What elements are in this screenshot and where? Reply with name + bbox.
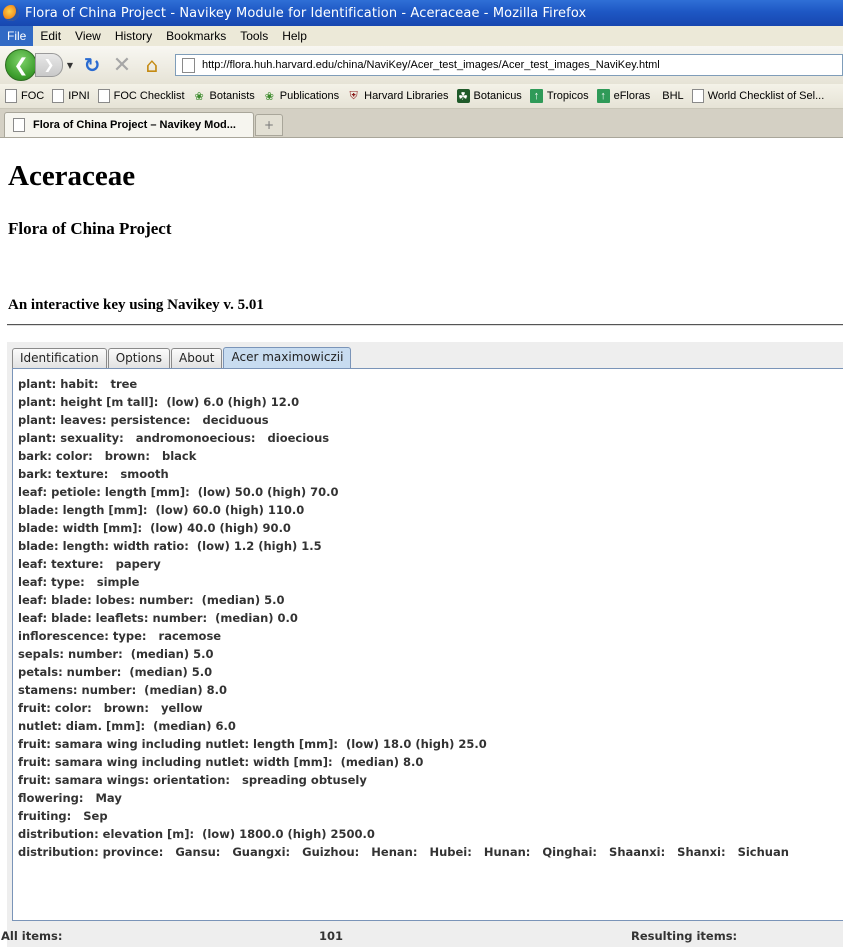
firefox-icon xyxy=(3,5,19,21)
navigation-toolbar xyxy=(0,46,843,84)
bookmark-tropicos[interactable]: ↑ Tropicos xyxy=(530,89,589,103)
bookmark-bhl[interactable]: BHL xyxy=(662,90,684,102)
applet-tabs xyxy=(12,347,352,368)
attribute-row: stamens: number: (median) 8.0 xyxy=(18,683,227,697)
attribute-row: flowering: May xyxy=(18,791,122,805)
divider xyxy=(7,324,843,326)
shield-icon: ⛨ xyxy=(349,89,358,102)
page-icon xyxy=(5,89,17,103)
bookmark-foc-checklist[interactable]: FOC Checklist xyxy=(98,89,185,103)
bookmark-harvard-libraries[interactable]: ⛨ Harvard Libraries xyxy=(347,89,448,103)
back-arrow-icon: ❮ xyxy=(13,54,29,76)
menu-help[interactable]: Help xyxy=(282,29,307,43)
attribute-row: blade: length [mm]: (low) 60.0 (high) 110.0 xyxy=(18,503,305,517)
bookmark-botanicus[interactable]: ☘ Botanicus xyxy=(458,90,522,103)
forward-arrow-icon: ❯ xyxy=(43,57,55,73)
efloras-icon: ↑ xyxy=(597,89,610,103)
menu-bookmarks[interactable]: Bookmarks xyxy=(166,29,227,43)
page-title: Aceraceae xyxy=(8,160,136,192)
tab-options[interactable]: Options xyxy=(108,348,170,368)
attribute-row: leaf: type: simple xyxy=(18,575,140,589)
key-description: An interactive key using Navikey v. 5.01 xyxy=(8,297,264,313)
bookmark-publications[interactable]: ❀ Publications xyxy=(264,90,340,103)
forward-button[interactable] xyxy=(35,53,63,77)
attribute-row: leaf: texture: papery xyxy=(18,557,161,571)
attribute-row: bark: color: brown: black xyxy=(18,449,197,463)
tab-identification[interactable]: Identification xyxy=(12,348,107,368)
bookmark-efloras[interactable]: ↑ eFloras xyxy=(597,89,651,103)
menu-file[interactable]: File xyxy=(0,26,33,46)
page-icon xyxy=(52,89,64,103)
attribute-row: petals: number: (median) 5.0 xyxy=(18,665,213,679)
home-icon[interactable]: ⌂ xyxy=(145,53,159,77)
window-titlebar xyxy=(0,0,843,26)
attribute-row: blade: width [mm]: (low) 40.0 (high) 90.0 xyxy=(18,521,291,535)
attribute-row: distribution: elevation [m]: (low) 1800.0 (high) 2500.0 xyxy=(18,827,375,841)
back-button[interactable] xyxy=(5,49,37,81)
attribute-row: plant: leaves: persistence: deciduous xyxy=(18,413,269,427)
attribute-row: plant: habit: tree xyxy=(18,377,138,391)
tab-about[interactable]: About xyxy=(171,348,222,368)
species-description-panel[interactable] xyxy=(12,368,843,921)
browser-tab-label: Flora of China Project – Navikey Mod... xyxy=(33,119,236,131)
page-icon xyxy=(182,58,195,73)
bookmark-world-checklist[interactable]: World Checklist of Sel... xyxy=(692,89,825,103)
attribute-row: leaf: blade: leaflets: number: (median) 0.0 xyxy=(18,611,298,625)
window-title: Flora of China Project - Navikey Module for Identification - Aceraceae - Mozilla Firefox xyxy=(25,5,587,21)
attribute-row: leaf: blade: lobes: number: (median) 5.0 xyxy=(18,593,285,607)
stop-icon[interactable]: ✕ xyxy=(112,52,132,78)
attribute-row: blade: length: width ratio: (low) 1.2 (high) 1.5 xyxy=(18,539,322,553)
bookmark-botanists[interactable]: ❀ Botanists xyxy=(194,90,255,103)
page-icon xyxy=(98,89,110,103)
tropicos-icon: ↑ xyxy=(530,89,543,103)
project-heading: Flora of China Project xyxy=(8,219,172,238)
attribute-row: sepals: number: (median) 5.0 xyxy=(18,647,214,661)
browser-tab[interactable] xyxy=(4,112,254,137)
new-tab-button[interactable]: + xyxy=(255,114,283,136)
leaf-icon: ❀ xyxy=(264,90,274,103)
attribute-row: distribution: province: Gansu: Guangxi: Guizhou: Henan: Hubei: Hunan: Qinghai: Shaanxi: Shanxi: Sichuan xyxy=(18,845,789,859)
page-icon xyxy=(13,118,25,132)
menu-tools[interactable]: Tools xyxy=(240,29,269,43)
attribute-row: plant: sexuality: andromonoecious: dioecious xyxy=(18,431,330,445)
all-items-label: All items: xyxy=(1,929,63,943)
attribute-row: fruit: samara wings: orientation: spreading obtusely xyxy=(18,773,367,787)
history-dropdown-icon[interactable]: ▼ xyxy=(66,60,74,70)
all-items-count: 101 xyxy=(319,929,344,943)
attribute-row: fruit: samara wing including nutlet: width [mm]: (median) 8.0 xyxy=(18,755,424,769)
attribute-row: inflorescence: type: racemose xyxy=(18,629,222,643)
bookmark-ipni[interactable]: IPNI xyxy=(52,89,89,103)
navikey-applet xyxy=(1,342,843,947)
attribute-row: nutlet: diam. [mm]: (median) 6.0 xyxy=(18,719,236,733)
reload-icon[interactable]: ↻ xyxy=(83,53,101,77)
attribute-row: fruit: color: brown: yellow xyxy=(18,701,203,715)
attribute-row: leaf: petiole: length [mm]: (low) 50.0 (high) 70.0 xyxy=(18,485,339,499)
attribute-row: bark: texture: smooth xyxy=(18,467,169,481)
url-bar[interactable] xyxy=(175,54,843,76)
status-line xyxy=(1,927,843,947)
menu-bar xyxy=(0,26,843,46)
page-content xyxy=(0,138,843,947)
bookmark-foc[interactable]: FOC xyxy=(5,89,44,103)
resulting-items-label: Resulting items: xyxy=(631,929,738,943)
browser-tab-strip xyxy=(0,109,843,138)
url-input[interactable] xyxy=(202,59,842,71)
menu-edit[interactable]: Edit xyxy=(40,29,62,43)
tab-acer-maximowiczii[interactable]: Acer maximowiczii xyxy=(223,347,351,368)
attribute-row: fruit: samara wing including nutlet: length [mm]: (low) 18.0 (high) 25.0 xyxy=(18,737,487,751)
bookmarks-toolbar xyxy=(0,84,843,109)
menu-history[interactable]: History xyxy=(114,29,153,43)
page-icon xyxy=(692,89,704,103)
attribute-list xyxy=(18,375,789,861)
menu-view[interactable]: View xyxy=(75,29,101,43)
attribute-row: fruiting: Sep xyxy=(18,809,108,823)
leaf-icon: ❀ xyxy=(194,90,204,103)
attribute-row: plant: height [m tall]: (low) 6.0 (high) 12.0 xyxy=(18,395,300,409)
botanicus-icon: ☘ xyxy=(458,90,468,103)
